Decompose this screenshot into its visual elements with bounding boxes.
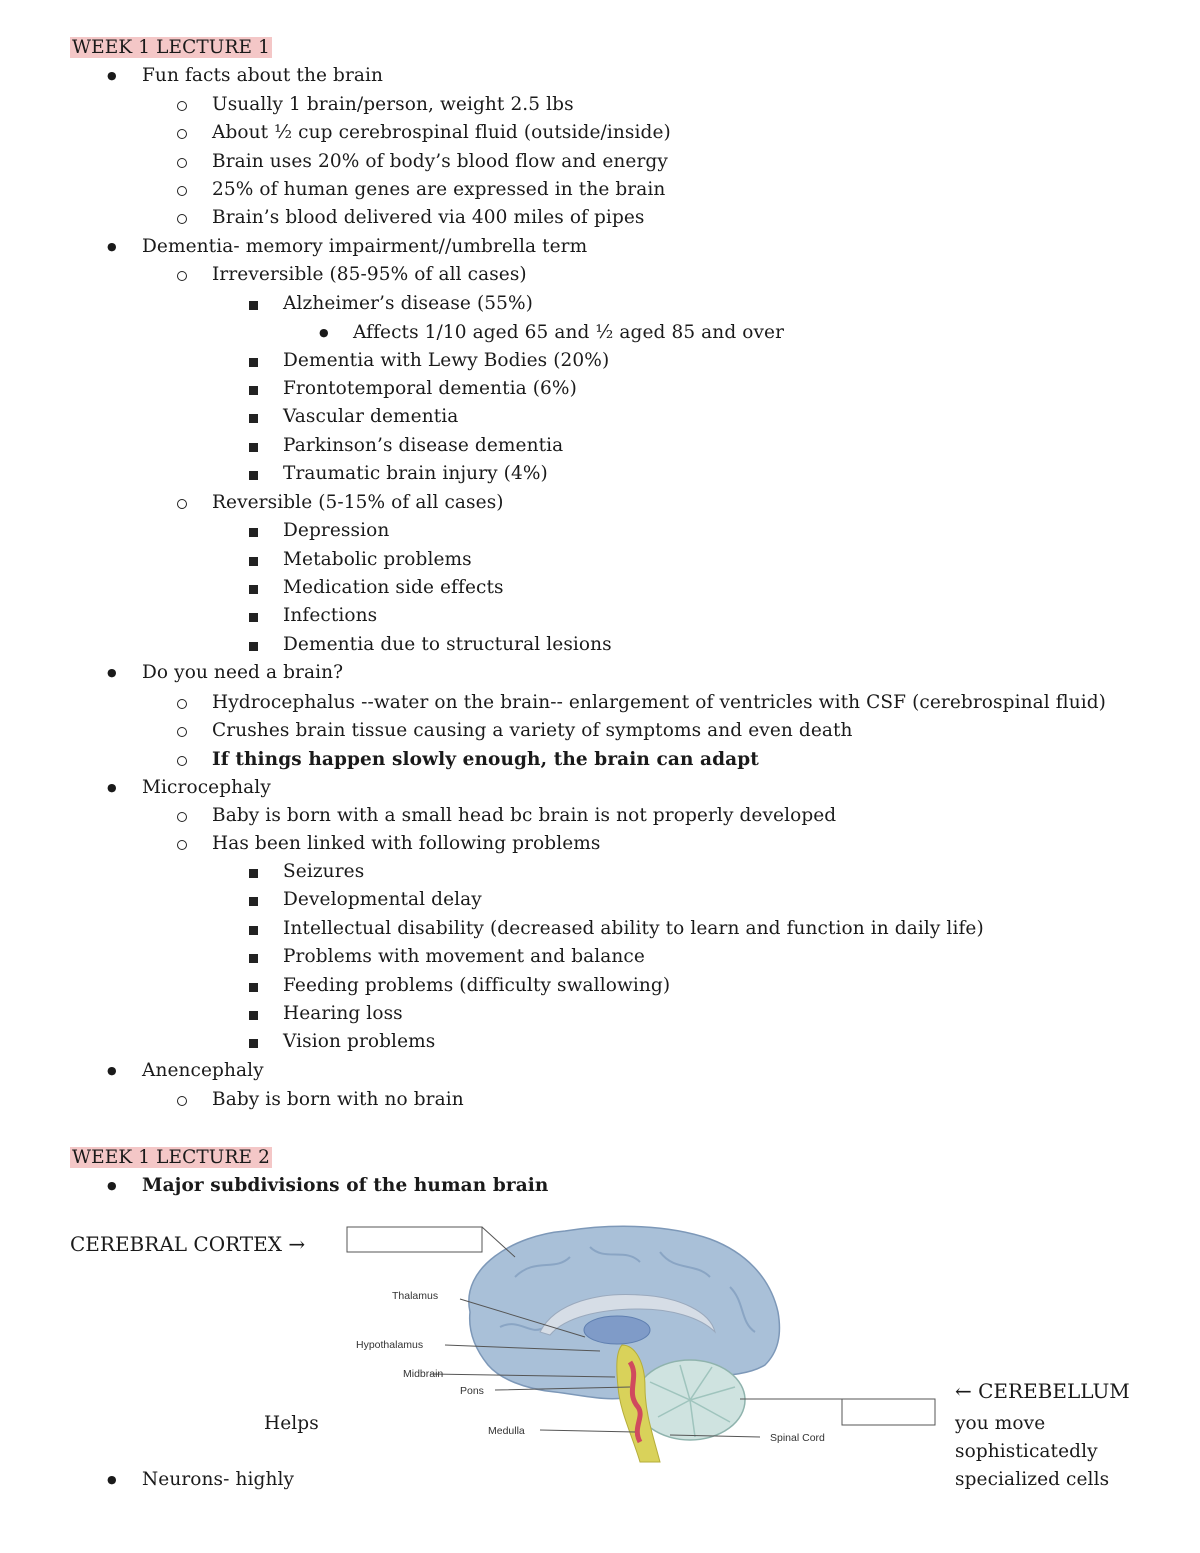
sophisticatedly-text: sophisticatedly [955, 1441, 1098, 1462]
bullet-icon: ● [107, 1179, 117, 1192]
list-item: Feeding problems (difficulty swallowing) [283, 975, 671, 996]
list-item: Hydrocephalus --water on the brain-- enlargement of ventricles with CSF (cerebrospinal fluid) [212, 692, 1106, 713]
square-bullet-icon [249, 869, 258, 878]
square-bullet-icon [249, 557, 258, 566]
list-item: Alzheimer’s disease (55%) [283, 293, 534, 314]
list-item: Affects 1/10 aged 65 and ½ aged 85 and over [353, 322, 785, 343]
bullet-icon: ● [107, 781, 117, 794]
list-item: Dementia with Lewy Bodies (20%) [283, 350, 610, 371]
need-brain-title: Do you need a brain? [142, 662, 344, 683]
list-item: Has been linked with following problems [212, 833, 601, 854]
circle-bullet-icon [177, 129, 187, 139]
list-item: Infections [283, 605, 378, 626]
list-item: Hearing loss [283, 1003, 403, 1024]
medulla-label: Medulla [488, 1425, 525, 1437]
circle-bullet-icon [177, 756, 187, 766]
circle-bullet-icon [177, 158, 187, 168]
square-bullet-icon [249, 1011, 258, 1020]
pons-label: Pons [460, 1385, 484, 1397]
you-move-text: you move [955, 1413, 1046, 1434]
circle-bullet-icon [177, 840, 187, 850]
circle-bullet-icon [177, 1096, 187, 1106]
square-bullet-icon [249, 585, 258, 594]
bullet-icon: ● [107, 69, 117, 82]
spinal-cord-label: Spinal Cord [770, 1432, 825, 1444]
list-item: Vision problems [283, 1031, 436, 1052]
list-item: Developmental delay [283, 889, 482, 910]
list-item: Brain uses 20% of body’s blood flow and energy [212, 151, 668, 172]
square-bullet-icon [249, 642, 258, 651]
circle-bullet-icon [177, 499, 187, 509]
week1-lecture1-heading: WEEK 1 LECTURE 1 [72, 37, 270, 58]
cerebellum-label: ← CEREBELLUM [955, 1379, 1130, 1403]
week1-lecture2-heading: WEEK 1 LECTURE 2 [72, 1147, 270, 1168]
list-item: Depression [283, 520, 390, 541]
neurons-text: Neurons- highly [142, 1469, 295, 1490]
irreversible-title: Irreversible (85-95% of all cases) [212, 264, 527, 285]
thalamus-shape [584, 1316, 650, 1344]
list-item: Seizures [283, 861, 365, 882]
circle-bullet-icon [177, 727, 187, 737]
circle-bullet-icon [177, 186, 187, 196]
list-item: Frontotemporal dementia (6%) [283, 378, 577, 399]
subdivisions-title: Major subdivisions of the human brain [142, 1175, 549, 1196]
circle-bullet-icon [177, 812, 187, 822]
helps-text: Helps [264, 1413, 319, 1434]
list-item: Dementia due to structural lesions [283, 634, 612, 655]
fun-facts-title: Fun facts about the brain [142, 65, 384, 86]
square-bullet-icon [249, 414, 258, 423]
square-bullet-icon [249, 358, 258, 367]
list-item: Parkinson’s disease dementia [283, 435, 564, 456]
circle-bullet-icon [177, 101, 187, 111]
circle-bullet-icon [177, 214, 187, 224]
thalamus-label: Thalamus [392, 1290, 439, 1302]
circle-bullet-icon [177, 699, 187, 709]
circle-bullet-icon [177, 271, 187, 281]
list-item: Medication side effects [283, 577, 504, 598]
square-bullet-icon [249, 926, 258, 935]
list-item: Metabolic problems [283, 549, 472, 570]
list-item-bold: If things happen slowly enough, the brain can adapt [212, 749, 759, 770]
square-bullet-icon [249, 471, 258, 480]
square-bullet-icon [249, 613, 258, 622]
microcephaly-title: Microcephaly [142, 777, 271, 798]
square-bullet-icon [249, 897, 258, 906]
reversible-title: Reversible (5-15% of all cases) [212, 492, 504, 513]
hypothalamus-label: Hypothalamus [356, 1339, 424, 1351]
list-item: Baby is born with no brain [212, 1089, 464, 1110]
square-bullet-icon [249, 954, 258, 963]
square-bullet-icon [249, 528, 258, 537]
square-bullet-icon [249, 301, 258, 310]
list-item: Intellectual disability (decreased ability to learn and function in daily life) [283, 918, 984, 939]
list-item: Brain’s blood delivered via 400 miles of pipes [212, 207, 645, 228]
list-item: Usually 1 brain/person, weight 2.5 lbs [212, 94, 574, 115]
list-item: About ½ cup cerebrospinal fluid (outside/inside) [212, 122, 671, 143]
list-item: 25% of human genes are expressed in the brain [212, 179, 666, 200]
cerebral-cortex-label: CEREBRAL CORTEX → [70, 1232, 306, 1256]
anencephaly-title: Anencephaly [142, 1060, 264, 1081]
list-item: Baby is born with a small head bc brain is not properly developed [212, 805, 837, 826]
bullet-icon: ● [107, 1064, 117, 1077]
square-bullet-icon [249, 386, 258, 395]
list-item: Traumatic brain injury (4%) [283, 463, 548, 484]
list-item: Vascular dementia [283, 406, 459, 427]
square-bullet-icon [249, 443, 258, 452]
square-bullet-icon [249, 983, 258, 992]
square-bullet-icon [249, 1039, 258, 1048]
list-item: Problems with movement and balance [283, 946, 645, 967]
bullet-icon: ● [107, 666, 117, 679]
midbrain-label: Midbrain [403, 1368, 444, 1380]
bullet-icon: ● [107, 1473, 117, 1486]
bullet-icon: ● [107, 240, 117, 253]
list-item: Crushes brain tissue causing a variety of symptoms and even death [212, 720, 853, 741]
dementia-title: Dementia- memory impairment//umbrella term [142, 236, 588, 257]
brain-diagram [340, 1217, 938, 1467]
specialized-text: specialized cells [955, 1469, 1110, 1490]
bullet-icon: ● [319, 326, 329, 339]
